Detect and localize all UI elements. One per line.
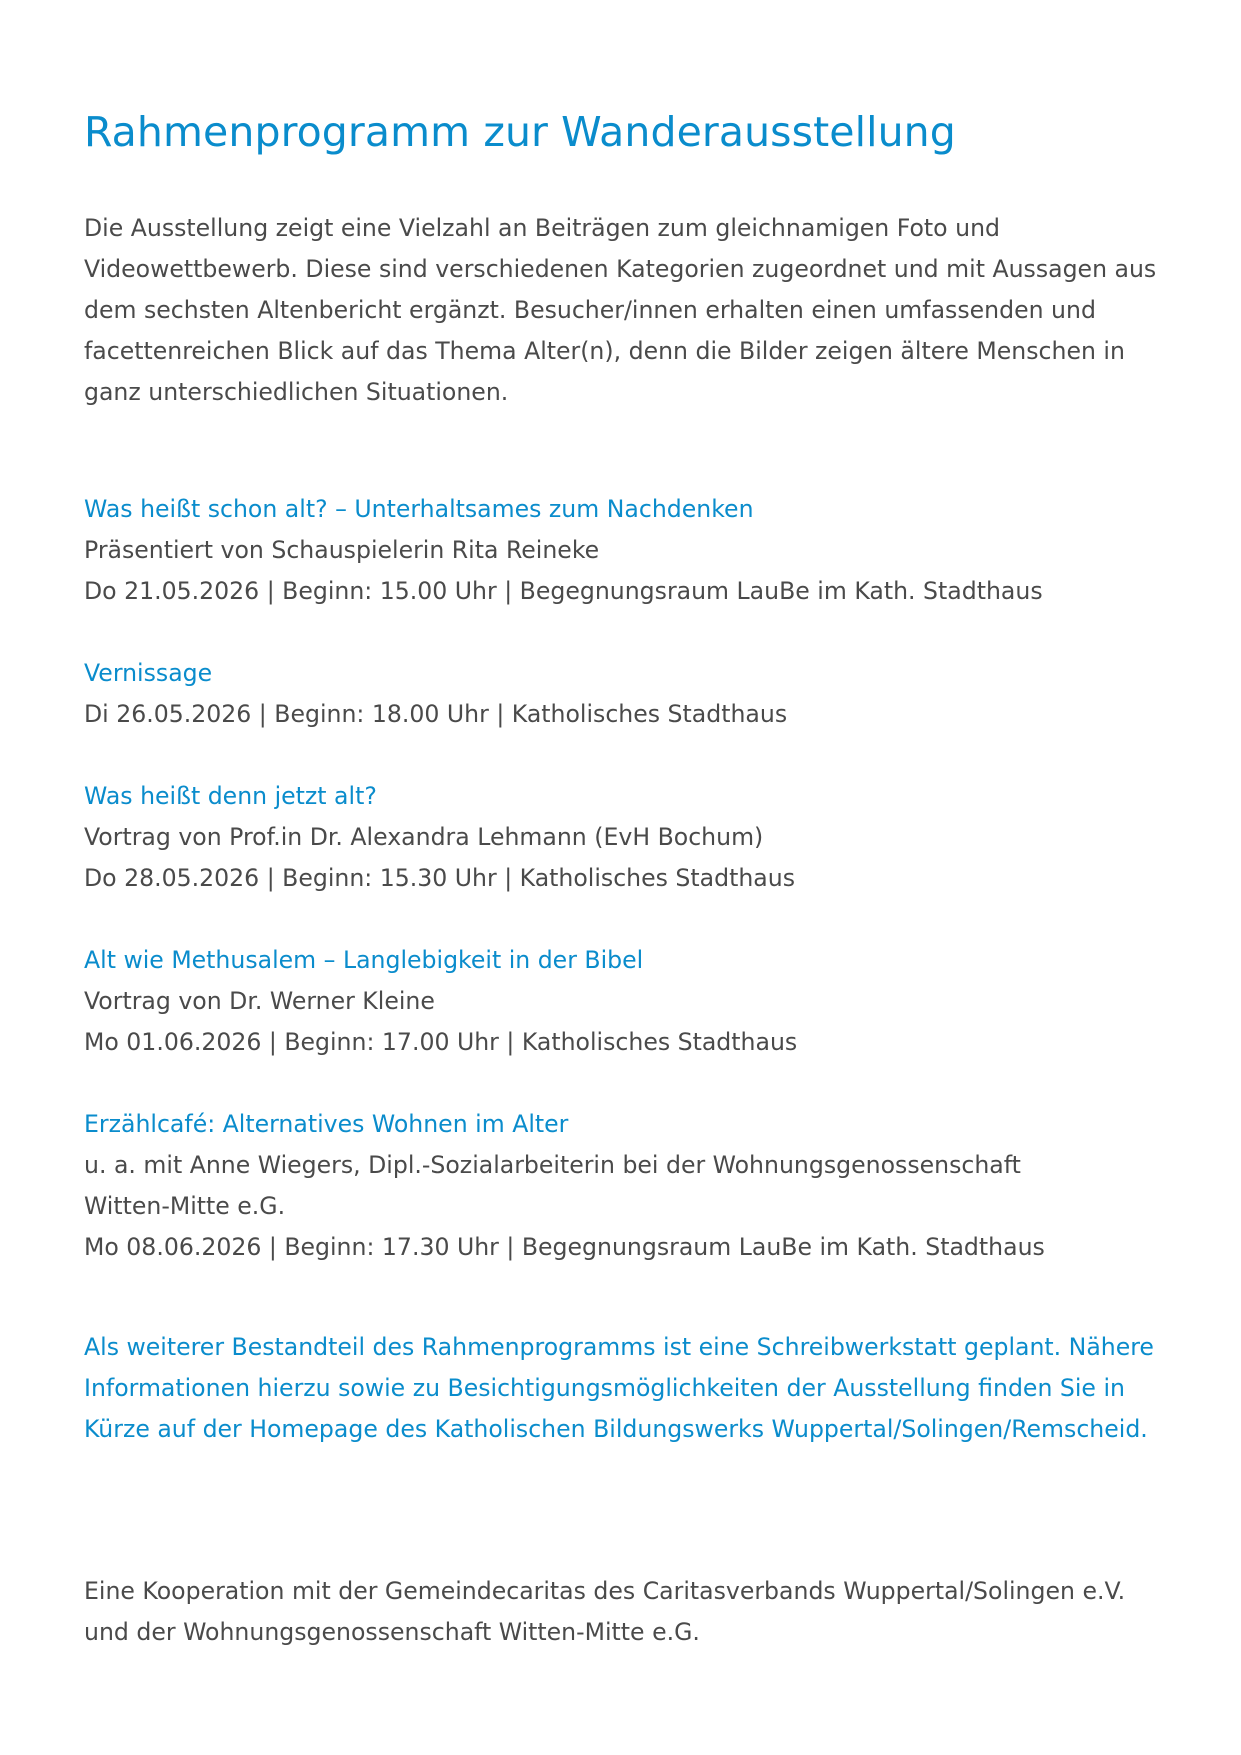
intro-paragraph: Die Ausstellung zeigt eine Vielzahl an Beiträgen zum gleichnamigen Foto und Videowettbewerb. Diese sind verschiedenen Kategorien zugeordnet und mit Aussagen aus dem sechsten Altenbericht ergänzt. Besucher/innen erhalten einen umfassenden und facettenreichen Blick auf das Thema Alter(n), denn die Bilder zeigen ältere Menschen in ganz unterschiedlichen Situationen. xyxy=(84,214,1157,406)
event-date-line: Do 28.05.2026 | Beginn: 15.30 Uhr | Katholisches Stadthaus xyxy=(84,864,796,892)
footer-line: Eine Kooperation mit der Gemeindecaritas des Caritasverbands Wuppertal/Solingen e.V. xyxy=(84,1577,1126,1605)
event-detail: Vortrag von Dr. Werner Kleine xyxy=(84,987,435,1015)
event-item xyxy=(84,940,1157,1063)
event-title: Was heißt denn jetzt alt? xyxy=(84,782,377,810)
event-item xyxy=(84,489,1157,612)
footer-line: und der Wohnungsgenossenschaft Witten-Mitte e.G. xyxy=(84,1618,700,1646)
event-title: Vernissage xyxy=(84,659,213,687)
cooperation-footer xyxy=(84,1571,1157,1653)
event-title: Erzählcafé: Alternatives Wohnen im Alter xyxy=(84,1110,569,1138)
event-title: Was heißt schon alt? – Unterhaltsames zum Nachdenken xyxy=(84,495,754,523)
event-date-line: Do 21.05.2026 | Beginn: 15.00 Uhr | Begegnungsraum LauBe im Kath. Stadthaus xyxy=(84,577,1043,605)
event-detail: Präsentiert von Schauspielerin Rita Reineke xyxy=(84,536,600,564)
event-detail-continued: Witten-Mitte e.G. xyxy=(84,1192,286,1220)
event-detail: u. a. mit Anne Wiegers, Dipl.-Sozialarbeiterin bei der Wohnungsgenossenschaft xyxy=(84,1151,1021,1179)
event-item xyxy=(84,1104,1157,1268)
event-item xyxy=(84,776,1157,899)
page-title: Rahmenprogramm zur Wanderausstellung xyxy=(84,108,956,156)
event-date-line: Di 26.05.2026 | Beginn: 18.00 Uhr | Katholisches Stadthaus xyxy=(84,700,788,728)
event-title: Alt wie Methusalem – Langlebigkeit in der Bibel xyxy=(84,946,644,974)
event-date-line: Mo 01.06.2026 | Beginn: 17.00 Uhr | Katholisches Stadthaus xyxy=(84,1028,798,1056)
event-item xyxy=(84,653,1157,735)
event-detail: Vortrag von Prof.in Dr. Alexandra Lehmann (EvH Bochum) xyxy=(84,823,764,851)
event-list xyxy=(84,489,1157,1268)
program-note: Als weiterer Bestandteil des Rahmenprogramms ist eine Schreibwerkstatt geplant. Nähere Informationen hierzu sowie zu Besichtigungsmöglichkeiten der Ausstellung finden Sie in Kürze auf der Homepage des Katholischen Bildungswerks Wuppertal/Solingen/Remscheid. xyxy=(84,1333,1154,1443)
event-date-line: Mo 08.06.2026 | Beginn: 17.30 Uhr | Begegnungsraum LauBe im Kath. Stadthaus xyxy=(84,1233,1045,1261)
